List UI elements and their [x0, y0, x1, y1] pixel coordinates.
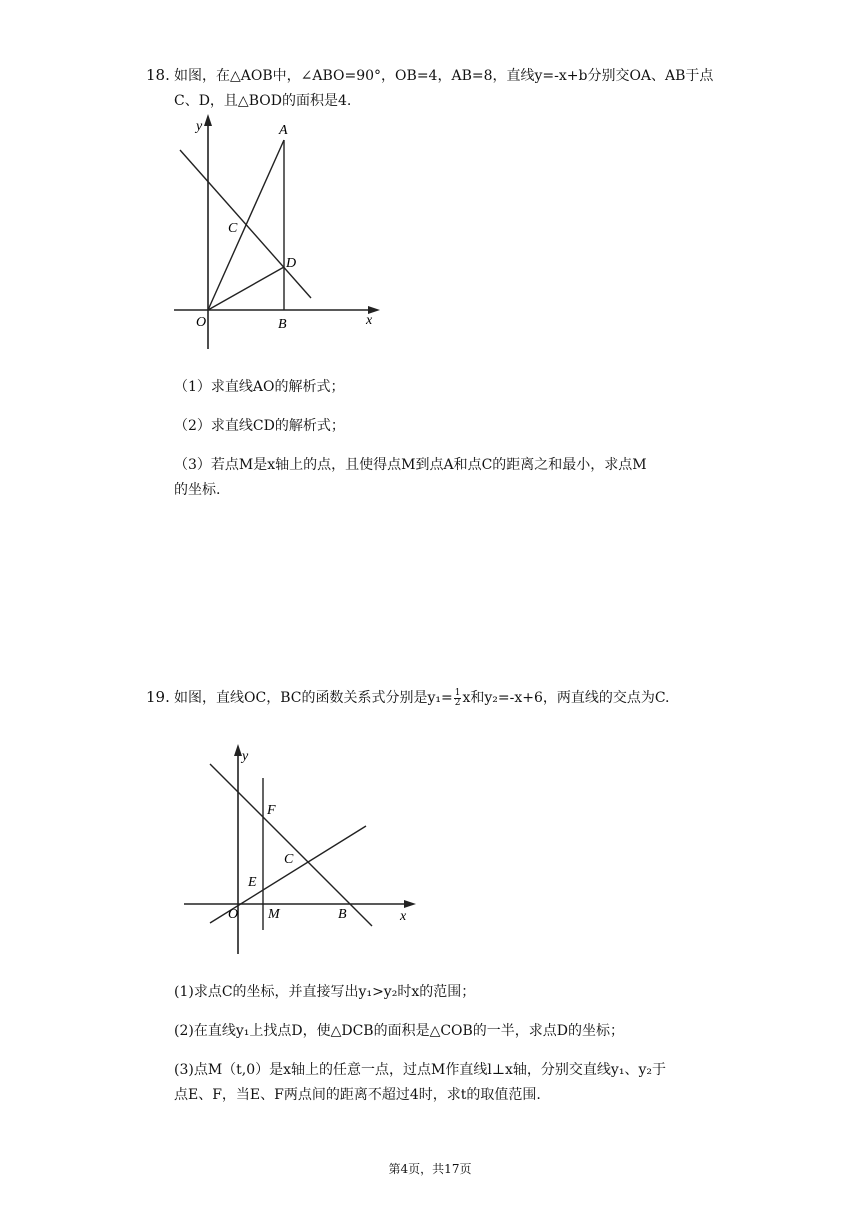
q19-label-y: y	[242, 749, 249, 764]
question-18-sub1: （1）求直线AO的解析式；	[174, 379, 345, 395]
question-19-number: 19.	[146, 688, 170, 706]
question-19-sub3-line2: 点E、F，当E、F两点间的距离不超过4时，求t的取值范围.	[174, 1087, 541, 1103]
question-18-sub3-line1: （3）若点M是x轴上的点，且使得点M到点A和点C的距离之和最小，求点M	[174, 457, 647, 473]
question-19-stem-post: x和y₂=-x+6，两直线的交点为C.	[462, 690, 670, 706]
q18-label-x: x	[366, 313, 373, 328]
q18-label-O: O	[196, 315, 207, 330]
q19-label-B: B	[338, 907, 347, 922]
q19-label-E: E	[248, 875, 257, 890]
question-19-sub2: (2)在直线y₁上找点D，使△DCB的面积是△COB的一半，求点D的坐标；	[174, 1023, 625, 1039]
q19-label-M: M	[268, 907, 280, 922]
question-19-stem-pre: 如图，直线OC，BC的函数关系式分别是y₁=	[174, 690, 453, 706]
question-19-figure	[180, 740, 425, 960]
question-18-number: 18.	[146, 66, 170, 84]
q19-label-F: F	[267, 803, 276, 818]
q18-label-A: A	[279, 123, 288, 138]
question-18-sub2: （2）求直线CD的解析式；	[174, 418, 345, 434]
fraction-one-half	[454, 689, 462, 708]
page-footer: 第4页，共17页	[388, 1162, 472, 1176]
question-18-stem-line2: C、D，且△BOD的面积是4.	[174, 93, 352, 109]
question-19-sub1: (1)求点C的坐标，并直接写出y₁>y₂时x的范围；	[174, 984, 476, 1000]
question-18-stem-line1: 如图，在△AOB中，∠ABO=90°，OB=4，AB=8，直线y=-x+b分别交OA、AB于点	[174, 68, 714, 84]
q18-label-y: y	[196, 119, 203, 134]
fraction-denominator: 2	[454, 697, 461, 708]
q19-label-x: x	[400, 909, 407, 924]
q19-label-O: O	[228, 907, 239, 922]
fraction-numerator: 1	[454, 687, 461, 698]
question-19-sub3-line1: (3)点M（t,0）是x轴上的任意一点，过点M作直线l⊥x轴，分别交直线y₁、y₂于	[174, 1062, 666, 1078]
question-18-figure	[168, 112, 388, 357]
question-19-stem	[174, 688, 670, 708]
q18-label-C: C	[228, 221, 238, 236]
q18-label-D: D	[286, 256, 297, 271]
q19-label-C: C	[284, 852, 294, 867]
q18-label-B: B	[278, 317, 287, 332]
question-18-sub3-line2: 的坐标.	[174, 482, 221, 498]
